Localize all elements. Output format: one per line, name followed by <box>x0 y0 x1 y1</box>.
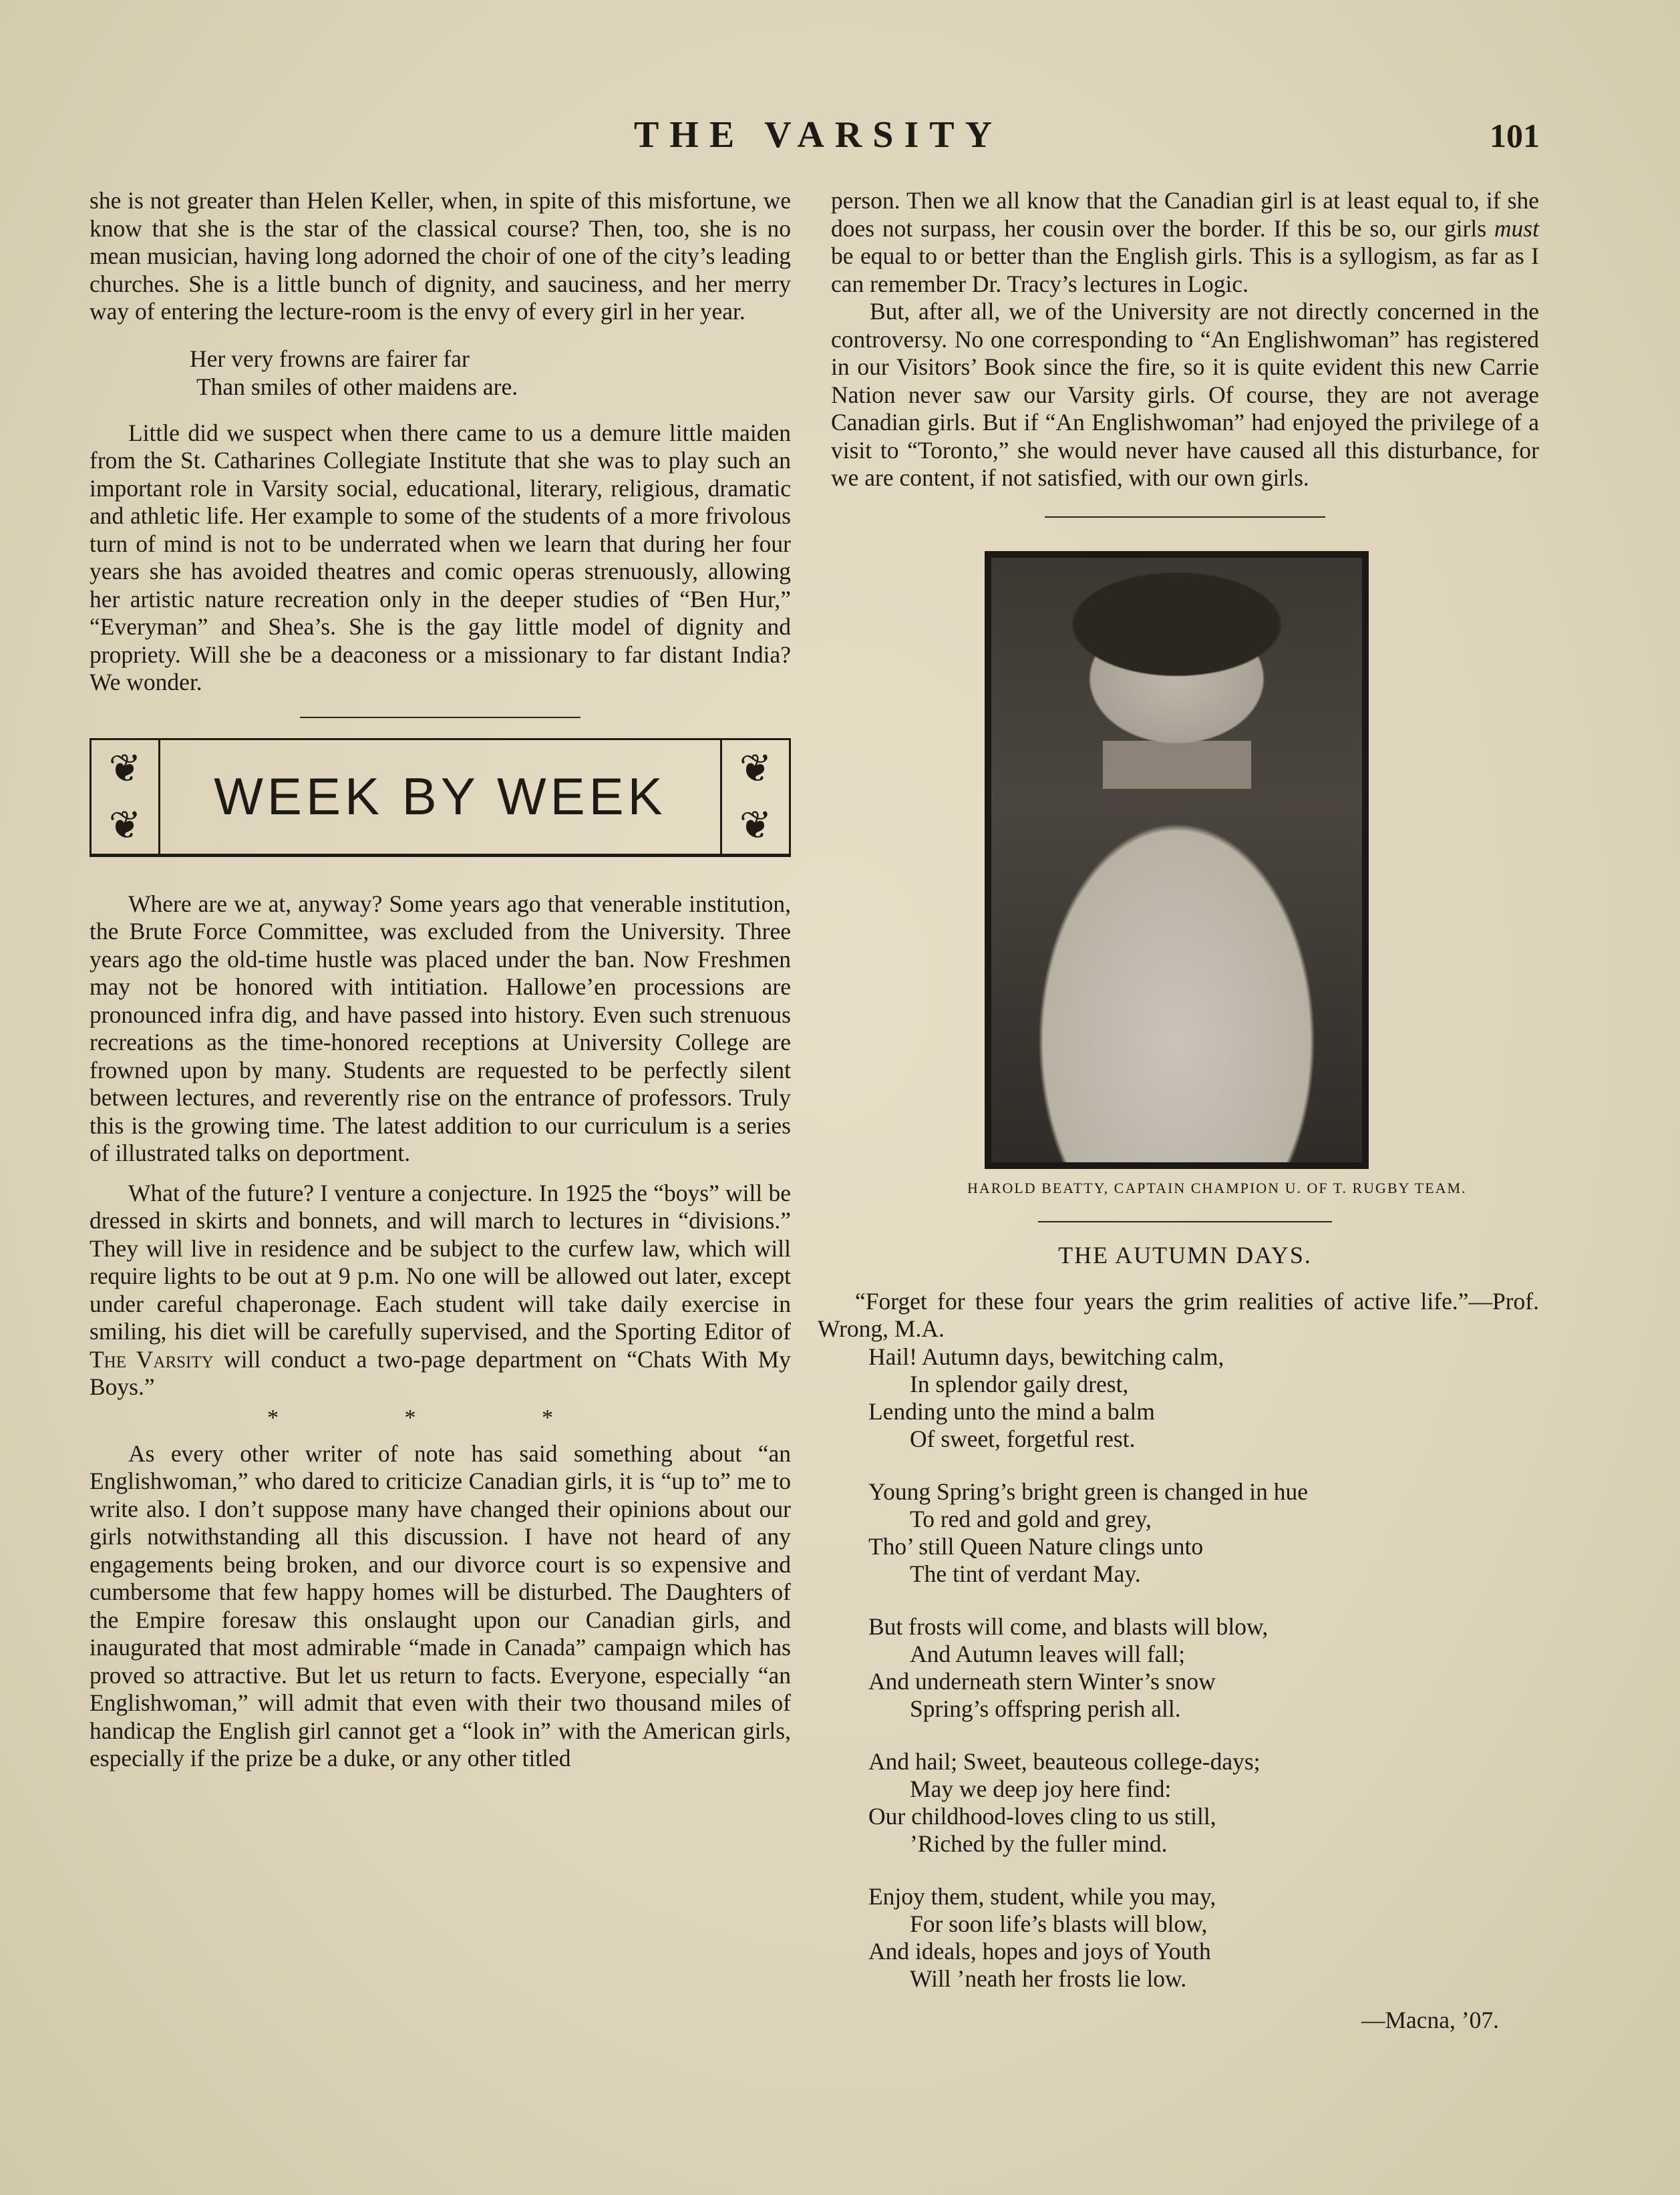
divider-rule <box>1045 516 1325 518</box>
poem-line: Young Spring’s bright green is changed in hue <box>868 1478 1309 1505</box>
poem-stanza <box>868 1343 1539 1453</box>
poem-line: Spring’s offspring perish all. <box>910 1695 1181 1722</box>
verse-line: Her very frowns are fairer far <box>190 345 470 372</box>
emphasis-text: must <box>1494 214 1539 242</box>
poem-line: For soon life’s blasts will blow, <box>910 1910 1208 1937</box>
paragraph-text: be equal to or better than the English girls. This is a syllogism, as far as I can remember Dr. Tracy’s lectures in Logic. <box>831 242 1539 297</box>
paragraph-text: What of the future? I venture a conjecture. In 1925 the “boys” will be dressed in skirts and bonnets, and will march to lectures in “divisions.” They will live in residence and be subject to the curfew law, which will require lights to be out at 9 p.m. No one will be allowed out later, except under careful chaperonage. Each student will take daily exercise in smiling, his diet will be carefully supervised, and the Sporting Editor of <box>90 1179 791 1345</box>
divider-rule <box>300 717 580 718</box>
poem-line: Of sweet, forgetful rest. <box>910 1425 1136 1452</box>
right-paragraph-1 <box>831 187 1539 298</box>
left-paragraph-5: As every other writer of note has said something about “an Englishwoman,” who dared to criticize Canadian girls, it is “up to” me to write also. I don’t suppose many have changed their opinions about our girls notwithstanding all this discussion. I have not heard of any engagements being broken, and our divorce court is so expensive and cumbersome that few happy homes will be disturbed. The Daughters of the Empire foresaw this onslaught upon our Canadian girls, and inaugurated that most admirable “made in Canada” campaign which has proved so attractive. But let us return to facts. Everyone, especially “an Englishwoman,” will admit that even with their two thousand miles of handicap the English girl cannot get a “look in” with the American girls, especially if the prize be a duke, or any other titled <box>90 1440 791 1771</box>
poem-line: Our childhood-loves cling to us still, <box>868 1802 1216 1830</box>
poem-line: And underneath stern Winter’s snow <box>868 1667 1216 1695</box>
ornament-left <box>92 740 160 854</box>
poem-line: The tint of verdant May. <box>910 1560 1141 1587</box>
poem-line: ’Riched by the fuller mind. <box>910 1830 1168 1857</box>
publication-name: The Varsity <box>90 1345 214 1373</box>
paragraph-text: will conduct a two-page department on “Chats With My Boys.” <box>90 1345 791 1400</box>
right-paragraph-2: But, after all, we of the University are not directly concerned in the controversy. No one corresponding to “An Englishwoman” has registered in our Visitors’ Book since the fire, so it is quite evident this new Carrie Nation never saw our Varsity girls. Of course, they are not average Canadian girls. But if “An Englishwoman” had enjoyed the privilege of a visit to “Toronto,” she would never have caused all this disturbance, for we are content, if not satisfied, with our own girls. <box>831 298 1539 491</box>
section-title: WEEK BY WEEK <box>214 767 667 826</box>
section-break-stars: * * * <box>267 1405 613 1430</box>
poem-stanza <box>868 1613 1539 1723</box>
fleuron-icon: ❦ <box>108 747 142 790</box>
page-number: 101 <box>1490 117 1540 154</box>
poem-line: To red and gold and grey, <box>910 1505 1152 1532</box>
photo-block <box>967 551 1467 1197</box>
fleuron-icon: ❦ <box>739 747 772 790</box>
page-header <box>0 114 1680 174</box>
masthead: THE VARSITY <box>633 114 1003 156</box>
poem-epigraph: “Forget for these four years the grim realities of active life.”—Prof. Wrong, M.A. <box>818 1287 1539 1342</box>
fleuron-icon: ❦ <box>739 804 772 847</box>
left-paragraph-3: Where are we at, anyway? Some years ago that venerable institution, the Brute Force Committee, was excluded from the University. Three years ago the old-time hustle was placed under the ban. Now Freshmen may not be honored with intitiation. Hallowe’en processions are pronounced infra dig, and have passed into history. Even such strenuous recreations as the time-honored receptions at University College are frowned upon by many. Students are requested to be perfectly silent between lectures, and reverently rise on the entrance of professors. Truly this is the growing time. The latest addition to our curriculum is a series of illustrated talks on deportment. <box>90 890 791 1166</box>
poem-line: And ideals, hopes and joys of Youth <box>868 1937 1211 1965</box>
week-by-week-banner <box>90 738 791 857</box>
poem-body <box>831 1343 1539 1993</box>
divider-rule <box>1038 1221 1332 1222</box>
poem-line: And hail; Sweet, beauteous college-days; <box>868 1747 1261 1775</box>
poem-signature: —Macna, ’07. <box>1361 2006 1499 2033</box>
left-column <box>90 187 791 1773</box>
poem-line: Tho’ still Queen Nature clings unto <box>868 1532 1204 1560</box>
poem-line: But frosts will come, and blasts will blow, <box>868 1613 1269 1640</box>
poem-title: THE AUTUMN DAYS. <box>1058 1241 1312 1269</box>
left-paragraph-2: Little did we suspect when there came to us a demure little maiden from the St. Catharines Collegiate Institute that she was to play such an important role in Varsity social, educational, literary, religious, dramatic and athletic life. Her example to some of the students of a more frivolous turn of mind is not to be underrated when we learn that during her four years she has avoided theatres and comic operas strenuously, allowing her artistic nature recreation only in the deeper studies of “Ben Hur,” “Everyman” and Shea’s. She is the gay little model of dignity and propriety. Will she be a deaconess or a missionary to far distant India? We wonder. <box>90 419 791 695</box>
poem-stanza <box>868 1748 1539 1858</box>
poem-line: May we deep joy here find: <box>910 1775 1172 1802</box>
verse-line: Than smiles of other maidens are. <box>196 373 518 400</box>
poem-line: And Autumn leaves will fall; <box>910 1640 1186 1667</box>
poem-stanza <box>868 1478 1539 1588</box>
fleuron-icon: ❦ <box>108 804 142 847</box>
left-paragraph-1: she is not greater than Helen Keller, when, in spite of this misfortune, we know that she is the star of the classical course? Then, too, she is no mean musician, having long adorned the choir of one of the city’s leading churches. She is a little bunch of dignity, and sauciness, and her merry way of entering the lecture-room is the envy of every girl in her year. <box>90 187 791 325</box>
portrait-photo <box>985 551 1369 1169</box>
poem-line: Hail! Autumn days, bewitching calm, <box>868 1343 1224 1370</box>
poem-line: Lending unto the mind a balm <box>868 1397 1155 1425</box>
paragraph-text: person. Then we all know that the Canadian girl is at least equal to, if she does not surpass, her cousin over the border. If this be so, our girls <box>831 187 1539 242</box>
left-paragraph-4 <box>90 1180 791 1401</box>
poem-line: Enjoy them, student, while you may, <box>868 1882 1216 1910</box>
ornament-right <box>720 740 789 854</box>
photo-caption: HAROLD BEATTY, CAPTAIN CHAMPION U. OF T. RUGBY TEAM. <box>967 1179 1467 1196</box>
quoted-verse <box>190 345 791 401</box>
poem-stanza <box>868 1883 1539 1993</box>
right-column <box>818 187 1539 2034</box>
poem-line: In splendor gaily drest, <box>910 1370 1129 1397</box>
poem-line: Will ’neath her frosts lie low. <box>910 1965 1187 1992</box>
